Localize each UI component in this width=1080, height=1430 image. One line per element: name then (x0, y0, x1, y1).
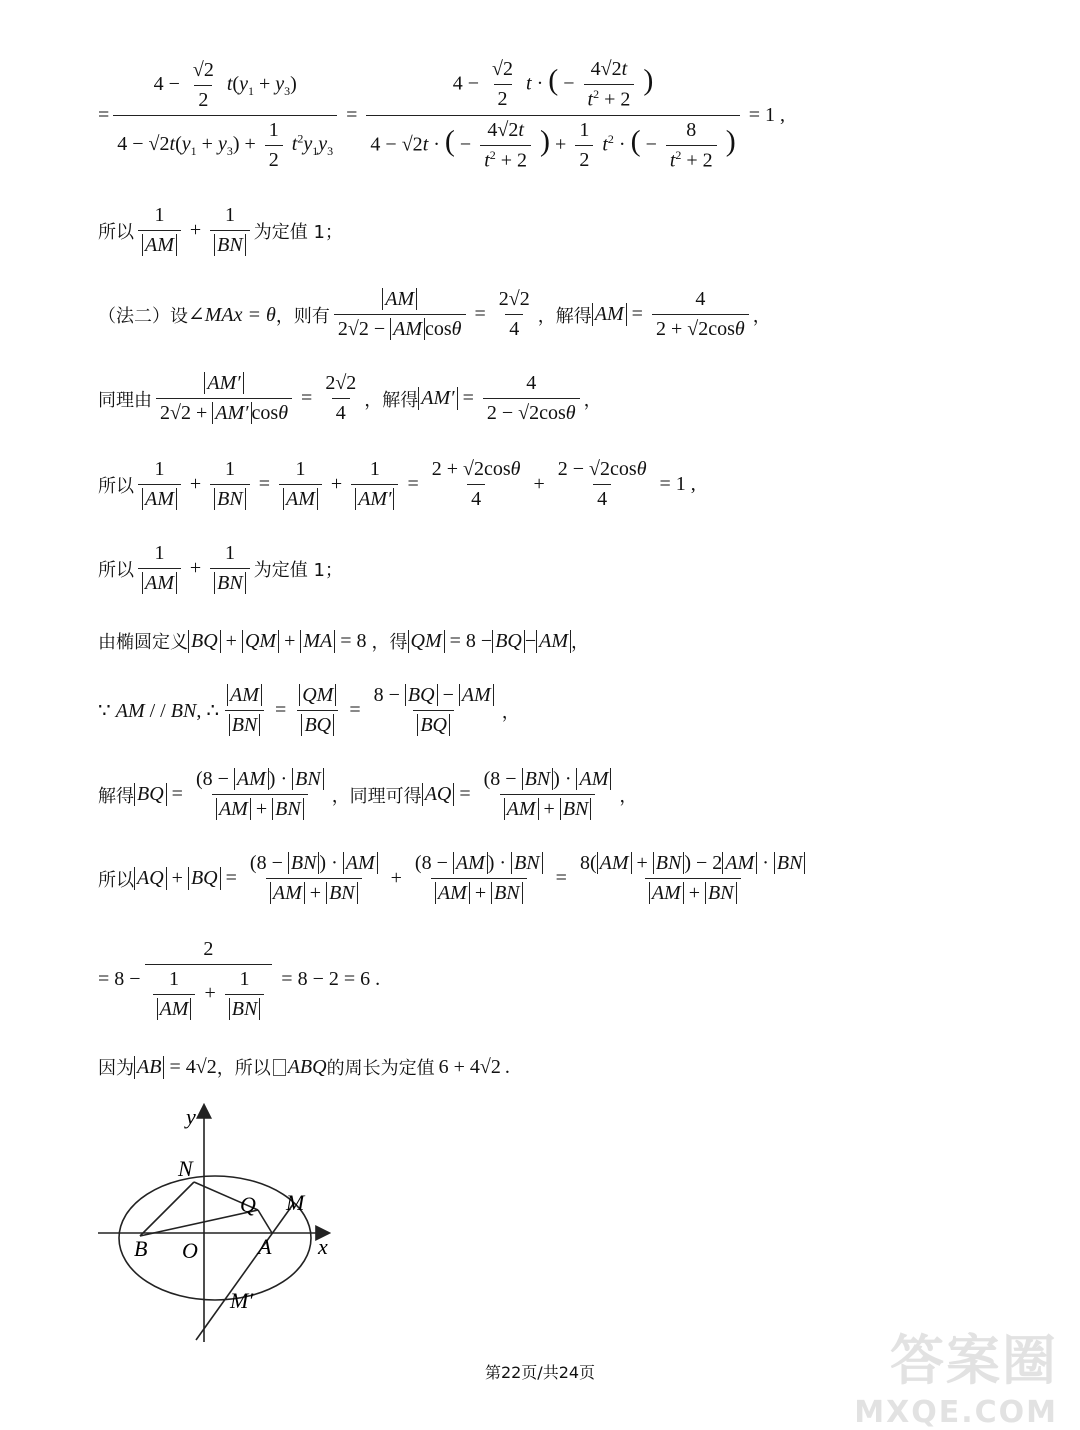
page-footer: 第22页/共24页 (484, 1363, 596, 1382)
similar-line: 同理由 $\frac{AM'}{2√2 + AM' \cos\theta}$ = $\frac{2√2}{4}$ ，解得 AM′ = $\frac{4}{2 - √2\cos\theta}$ ， (98, 372, 602, 424)
conclusion-line-1: 所以 $\frac{1}{AM}$ + $\frac{1}{BN}$ 为定值 1； (98, 204, 343, 256)
label-a: A (258, 1234, 272, 1259)
triangle-name: ABQ (287, 1055, 327, 1078)
label-n: N (178, 1156, 193, 1181)
text-tongli-kede: ，同理可得 (331, 785, 422, 807)
fraction: 4 − $\frac{√2}{2}$ t · ( − $\frac{4√2t}{t^2 + 2}$ ) 4 − √2t · ( − $\frac{4√2t}{t^2 + 2}$ ) + $\frac{1}{2}$ $t^2$ · ( − $\frac{8}{t^2 + 2}$ ) (366, 58, 739, 172)
watermark-url: MXQE.COM (854, 1395, 1058, 1430)
text-fa-er: （法二）设 (98, 305, 188, 327)
conclusion-line-2: 所以 $\frac{1}{AM}$ + $\frac{1}{BN}$ 为定值 1； (98, 542, 343, 594)
parallel-line: ∵ AM / / BN, ∴ $\frac{AM}{BN}$ = $\frac{QM}{BQ}$ = $\frac{8 - BQ - AM}{BQ}$ ， (98, 684, 520, 736)
final-value: 6 + 4√2 (438, 1055, 501, 1078)
fraction: 4 − $\frac{√2}{2}$ $t(y_1 + y_3)$ $4 - √2t(y_1 + y_3)$ + $\frac{1}{2}$ $t^2y_1y_3$ (113, 59, 337, 172)
segment-qa (258, 1210, 272, 1233)
angle-expression: ∠MAx = θ (188, 304, 276, 326)
text-ellipse-def: 由椭圆定义 (98, 632, 188, 653)
text-tongli-you: 同理由 (98, 389, 152, 411)
method-two-line: （法二）设 ∠MAx = θ ，则有 $\frac{AM}{\text{2√2 − AM cosθ}}$ = $\frac{2√2}{4}$ ，解得 AM = $\frac{4}{2 + √2\cos\theta}$ ， (98, 288, 771, 340)
text-dingzhi: 为定值 1； (253, 221, 343, 243)
text-jiede-start: 解得 (98, 785, 134, 807)
label-q: Q (240, 1192, 256, 1217)
text-ze-you: ，则有 (275, 305, 330, 327)
watermark (854, 1318, 1058, 1430)
text-suoyi-triangle: ，所以 (216, 1058, 271, 1079)
ellipse (119, 1176, 311, 1300)
label-x: x (318, 1234, 328, 1259)
solve-bq-line: 解得 BQ = $\frac{(8 - AM ) \cdot BN}{AM + BN}$ ，同理可得 AQ = $\frac{(8 - BN ) \cdot AM}{AM + BN}$ ， (98, 768, 638, 820)
triangle-symbol (273, 1059, 286, 1076)
label-b: B (134, 1236, 148, 1261)
sum-line: 所以 $\frac{1}{AM}$ + $\frac{1}{BN}$ = $\frac{1}{AM}$ + $\frac{1}{AM'}$ = $\frac{2 + √2\cos\theta}{4}$ + $\frac{2 - √2\cos\theta}{4}$ = 1 , (98, 458, 696, 510)
label-y: y (186, 1104, 196, 1129)
label-m-prime: M′ (230, 1288, 254, 1313)
final-line: 因为 AB = 4√2 ，所以 ABQ 的周长为定值 6 + 4√2 . (98, 1055, 510, 1079)
text-yinwei: 因为 (98, 1058, 134, 1079)
segment-bn (140, 1182, 194, 1236)
ellipse-definition-line: 由椭圆定义 BQ + QM + MA = 8 ，得 QM = 8 − BQ − AM ， (98, 629, 590, 653)
sum-aq-bq-line: 所以 AQ + BQ = $\frac{(8 - BN ) \cdot AM}{AM + BN}$ + $\frac{(8 - AM ) \cdot BN}{AM + BN}$ = $\frac{8( AM + BN ) - 2 AM \cdot BN}{AM + BN}$ (98, 852, 813, 905)
ellipse-diagram (96, 1100, 346, 1350)
line-mm-prime (196, 1203, 294, 1340)
text-zhouchang: 的周长为定值 (326, 1058, 435, 1079)
label-o: O (182, 1238, 198, 1263)
text-suoyi: 所以 (98, 221, 134, 243)
result-line: = 8 − 2 $\frac{1}{AM}$ + $\frac{1}{BN}$ = 8 − 2 = 6 . (98, 938, 381, 1020)
text-de: ，得 (371, 632, 408, 653)
label-m: M (286, 1190, 305, 1215)
text-jiede: ，解得 (537, 305, 592, 327)
watermark-logo: 答案圈 (890, 1329, 1058, 1392)
equation-line-1: = 4 − $\frac{√2}{2}$ $t(y_1 + y_3)$ $4 - √2t(y_1 + y_3)$ + $\frac{1}{2}$ $t^2y_1y_3$ = 4 − $\frac{√2}{2}$ t · ( − $\frac{4√2t}{t^2 + 2}$ ) 4 − √2t · ( − $\frac{4√2t}{t^2 + 2}$ ) + $\frac{1}{2}$ $t^2$ · ( − $\frac{8}{t^2 + 2}$ ) = 1 , (98, 58, 785, 172)
